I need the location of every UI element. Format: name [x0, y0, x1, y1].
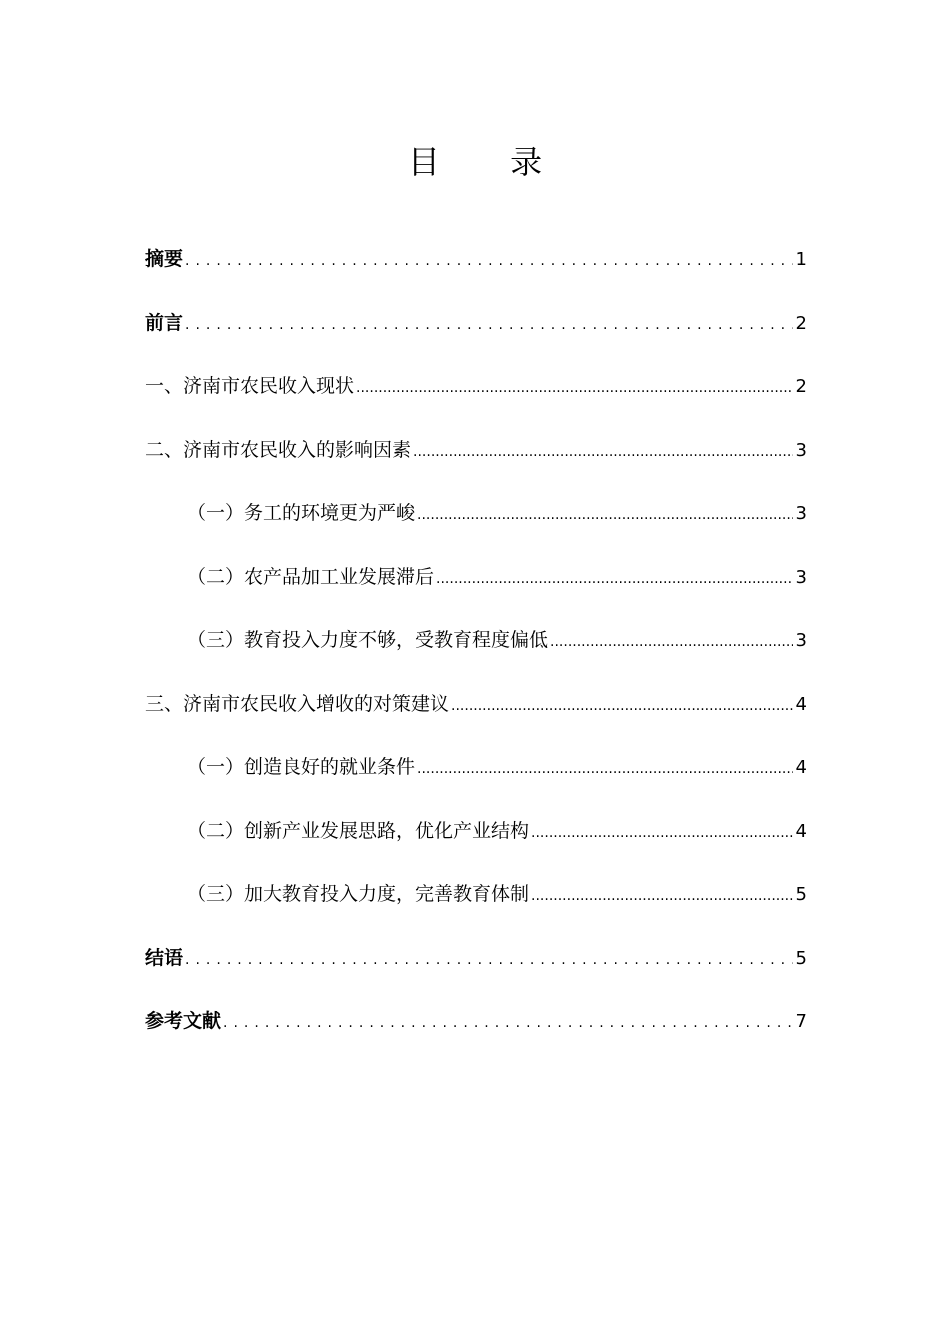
toc-entry-section-2[interactable] — [145, 435, 807, 499]
toc-entry-label: 前言 — [145, 311, 184, 334]
toc-entry-conclusion[interactable] — [145, 943, 807, 1007]
toc-entry-references[interactable] — [145, 1006, 807, 1070]
toc-title: 目 录 — [407, 143, 573, 181]
toc-page-number: 3 — [795, 566, 807, 588]
toc-entry-label: 参考文献 — [145, 1010, 222, 1032]
toc-entry-label: 二、济南市农民收入的影响因素 — [145, 438, 412, 461]
toc-page-number: 4 — [795, 757, 807, 778]
dot-leader — [417, 500, 793, 530]
toc-entry-label: （一）创造良好的就业条件 — [187, 756, 416, 778]
toc-page-number: 5 — [795, 947, 807, 969]
dot-leader — [223, 1008, 793, 1038]
dot-leader — [451, 691, 793, 721]
dot-leader — [417, 754, 793, 784]
toc-page-number: 5 — [795, 884, 807, 905]
toc-page-number: 2 — [795, 376, 807, 397]
toc-entry-section-1[interactable] — [145, 371, 807, 435]
toc-entry-section-2-1[interactable] — [145, 498, 807, 562]
toc-page-number: 1 — [795, 249, 807, 270]
dot-leader — [436, 564, 793, 594]
toc-entry-label: （二）农产品加工业发展滞后 — [187, 565, 435, 588]
dot-leader — [531, 818, 793, 848]
toc-entry-label: 结语 — [145, 946, 184, 969]
dot-leader — [531, 881, 793, 911]
toc-entry-section-2-3[interactable] — [145, 625, 807, 689]
toc-page-number: 4 — [795, 693, 807, 715]
toc-entry-label: 一、济南市农民收入现状 — [145, 375, 355, 397]
toc-page-number: 2 — [795, 312, 807, 334]
toc-entry-section-2-2[interactable] — [145, 562, 807, 626]
toc-entry-label: （三）教育投入力度不够，受教育程度偏低 — [187, 629, 549, 651]
toc-page-number: 3 — [795, 630, 807, 651]
dot-leader — [356, 373, 793, 403]
toc-page-number: 3 — [795, 439, 807, 461]
toc-page-number: 7 — [795, 1011, 807, 1032]
toc-entry-preface[interactable] — [145, 308, 807, 372]
toc-entry-section-3-1[interactable] — [145, 752, 807, 816]
dot-leader — [185, 310, 793, 340]
toc-entry-section-3[interactable] — [145, 689, 807, 753]
dot-leader — [413, 437, 793, 467]
toc-entry-section-3-3[interactable] — [145, 879, 807, 943]
toc-entry-label: （二）创新产业发展思路，优化产业结构 — [187, 819, 530, 842]
toc-entry-label: 三、济南市农民收入增收的对策建议 — [145, 692, 450, 715]
dot-leader — [185, 246, 793, 276]
toc-page-number: 3 — [795, 503, 807, 524]
toc-entry-label: （三）加大教育投入力度，完善教育体制 — [187, 883, 530, 905]
toc-entry-label: 摘要 — [145, 248, 184, 270]
toc-entry-abstract[interactable] — [145, 244, 807, 308]
table-of-contents — [145, 244, 807, 1070]
toc-entry-label: （一）务工的环境更为严峻 — [187, 502, 416, 524]
dot-leader — [185, 945, 793, 975]
dot-leader — [550, 627, 793, 657]
toc-page-number: 4 — [795, 820, 807, 842]
toc-entry-section-3-2[interactable] — [145, 816, 807, 880]
